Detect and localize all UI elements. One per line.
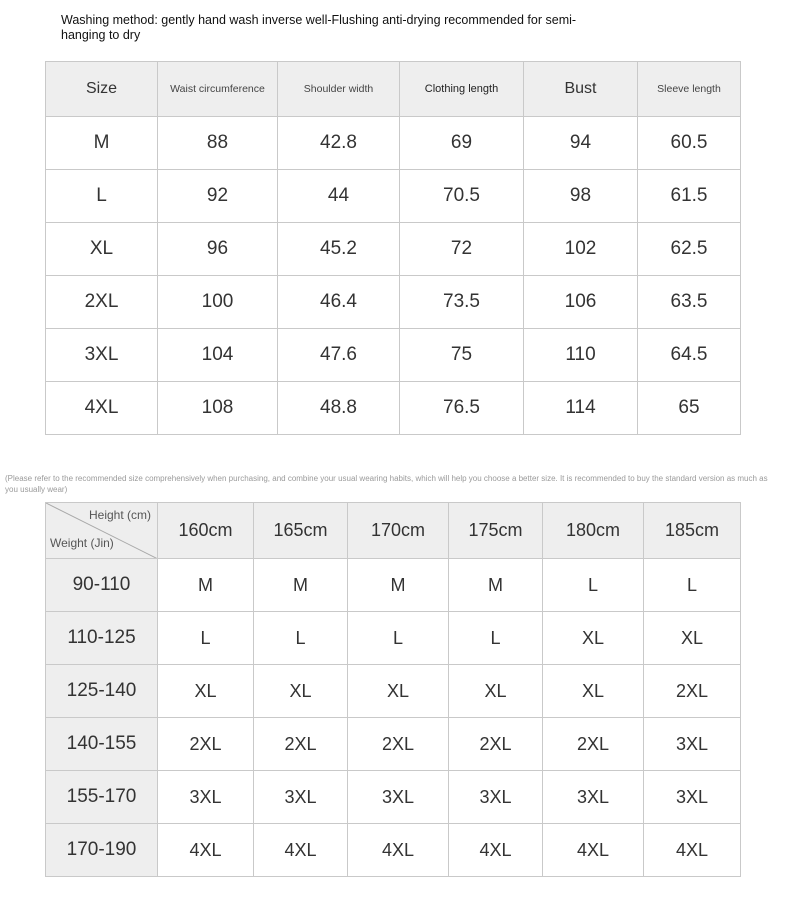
table-cell: 48.8 <box>278 382 400 435</box>
table-row <box>46 824 741 877</box>
table-cell: 3XL <box>644 718 741 771</box>
table-cell: XL <box>158 665 254 718</box>
washing-instructions: Washing method: gently hand wash inverse well-Flushing anti-drying recommended for semi-hanging to dry <box>61 13 577 42</box>
table-cell: 45.2 <box>278 223 400 276</box>
size-label: L <box>46 170 158 223</box>
header-size: Size <box>46 62 158 117</box>
height-header: 165cm <box>254 503 348 559</box>
header-shoulder: Shoulder width <box>278 62 400 117</box>
table-cell: 64.5 <box>638 329 741 382</box>
table-cell: 47.6 <box>278 329 400 382</box>
table-cell: 2XL <box>644 665 741 718</box>
table-cell: 4XL <box>158 824 254 877</box>
table-cell: 4XL <box>348 824 449 877</box>
size-label: 2XL <box>46 276 158 329</box>
size-label: M <box>46 117 158 170</box>
table-cell: 4XL <box>254 824 348 877</box>
table-cell: 106 <box>524 276 638 329</box>
table-cell: 92 <box>158 170 278 223</box>
table-row <box>46 329 741 382</box>
table-cell: 102 <box>524 223 638 276</box>
size-label: 3XL <box>46 329 158 382</box>
table-cell: 94 <box>524 117 638 170</box>
table-row <box>46 223 741 276</box>
height-header: 170cm <box>348 503 449 559</box>
table-cell: 110 <box>524 329 638 382</box>
table-cell: M <box>348 559 449 612</box>
height-header: 175cm <box>449 503 543 559</box>
header-sleeve: Sleeve length <box>638 62 741 117</box>
table-cell: 72 <box>400 223 524 276</box>
table-cell: 100 <box>158 276 278 329</box>
table-row <box>46 117 741 170</box>
table-cell: XL <box>254 665 348 718</box>
header-waist: Waist circumference <box>158 62 278 117</box>
size-recommendation-note: (Please refer to the recommended size comprehensively when purchasing, and combine your usual wearing habits, which will help you choose a better size. It is recommended to buy the standard version as much as you usually wear) <box>5 474 768 494</box>
table-cell: 114 <box>524 382 638 435</box>
table-cell: 75 <box>400 329 524 382</box>
height-header: 185cm <box>644 503 741 559</box>
table-cell: L <box>449 612 543 665</box>
table-cell: 104 <box>158 329 278 382</box>
weight-range: 125-140 <box>46 665 158 718</box>
table-cell: 3XL <box>644 771 741 824</box>
table-row <box>46 276 741 329</box>
table-cell: 88 <box>158 117 278 170</box>
table-cell: 4XL <box>449 824 543 877</box>
table-cell: L <box>158 612 254 665</box>
table-cell: M <box>254 559 348 612</box>
table-cell: 46.4 <box>278 276 400 329</box>
table-row <box>46 612 741 665</box>
table-cell: 2XL <box>158 718 254 771</box>
table-cell: M <box>449 559 543 612</box>
size-recommendation-table <box>45 502 741 877</box>
table-cell: 65 <box>638 382 741 435</box>
table-cell: 69 <box>400 117 524 170</box>
table-cell: XL <box>543 612 644 665</box>
table-cell: L <box>543 559 644 612</box>
table-cell: 96 <box>158 223 278 276</box>
size-label: 4XL <box>46 382 158 435</box>
table-cell: 2XL <box>543 718 644 771</box>
table-cell: L <box>254 612 348 665</box>
table-cell: L <box>348 612 449 665</box>
table-cell: 4XL <box>644 824 741 877</box>
table-row <box>46 559 741 612</box>
header-bust: Bust <box>524 62 638 117</box>
table-row <box>46 665 741 718</box>
table-row <box>46 382 741 435</box>
table-cell: 42.8 <box>278 117 400 170</box>
table-cell: XL <box>644 612 741 665</box>
table-cell: 3XL <box>158 771 254 824</box>
table-cell: 2XL <box>348 718 449 771</box>
table-cell: 63.5 <box>638 276 741 329</box>
table-cell: 76.5 <box>400 382 524 435</box>
table-row <box>46 170 741 223</box>
table-cell: L <box>644 559 741 612</box>
table-cell: 2XL <box>449 718 543 771</box>
table-cell: 4XL <box>543 824 644 877</box>
weight-range: 110-125 <box>46 612 158 665</box>
table-cell: 60.5 <box>638 117 741 170</box>
weight-range: 155-170 <box>46 771 158 824</box>
table-cell: 108 <box>158 382 278 435</box>
weight-range: 90-110 <box>46 559 158 612</box>
header-clothing-length: Clothing length <box>400 62 524 117</box>
table-row <box>46 771 741 824</box>
table-cell: 2XL <box>254 718 348 771</box>
table-cell: 44 <box>278 170 400 223</box>
table-cell: 98 <box>524 170 638 223</box>
table-cell: 3XL <box>348 771 449 824</box>
table-cell: 3XL <box>543 771 644 824</box>
table-cell: 3XL <box>449 771 543 824</box>
table-cell: 3XL <box>254 771 348 824</box>
table-cell: 73.5 <box>400 276 524 329</box>
height-header: 160cm <box>158 503 254 559</box>
table-cell: XL <box>449 665 543 718</box>
height-axis-label: Height (cm) <box>88 508 151 522</box>
size-chart-header-row <box>46 62 741 117</box>
weight-range: 170-190 <box>46 824 158 877</box>
weight-range: 140-155 <box>46 718 158 771</box>
weight-axis-label: Weight (Jin) <box>50 536 114 550</box>
table-cell: M <box>158 559 254 612</box>
size-label: XL <box>46 223 158 276</box>
table-cell: 61.5 <box>638 170 741 223</box>
table-cell: XL <box>543 665 644 718</box>
table-cell: 62.5 <box>638 223 741 276</box>
table-cell: XL <box>348 665 449 718</box>
corner-header-cell <box>46 503 158 559</box>
height-header: 180cm <box>543 503 644 559</box>
height-header-row <box>46 503 741 559</box>
table-row <box>46 718 741 771</box>
table-cell: 70.5 <box>400 170 524 223</box>
size-chart-table <box>45 61 741 435</box>
